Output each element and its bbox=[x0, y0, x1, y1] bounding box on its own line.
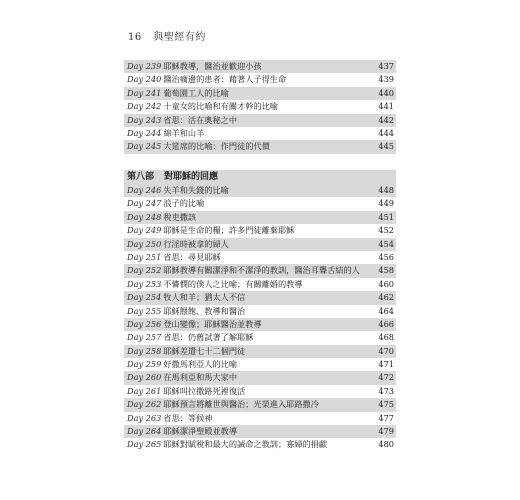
entry-page-number: 452 bbox=[378, 225, 394, 236]
entry-page-number: 437 bbox=[378, 61, 394, 71]
day-label: Day 251 bbox=[127, 251, 162, 262]
toc-entry bbox=[124, 73, 396, 86]
entry-title: 耶穌預言將離世與醫治；光榮進入耶路撒冷 bbox=[163, 399, 319, 410]
toc-entry bbox=[124, 425, 396, 438]
toc-entry bbox=[124, 140, 396, 153]
entry-title: 牧人和羊；猶太人不信 bbox=[163, 292, 246, 303]
entry-page-number: 479 bbox=[378, 426, 394, 437]
toc-entry bbox=[124, 127, 396, 140]
toc-entry bbox=[124, 331, 396, 344]
day-label: Day 264 bbox=[127, 426, 162, 437]
entry-title: 耶穌教導，醫治並歡迎小孩 bbox=[163, 61, 262, 71]
entry-title: 耶穌叫拉撒路死裡復活 bbox=[163, 385, 246, 396]
entry-title: 登山變像；耶穌醫治並教導 bbox=[163, 318, 262, 329]
page-number: 16 bbox=[128, 32, 142, 43]
toc-entry bbox=[124, 438, 396, 451]
toc-section-2 bbox=[124, 170, 396, 452]
part-title: 對耶穌的回應 bbox=[164, 172, 219, 182]
day-label: Day 246 bbox=[127, 185, 162, 195]
part-heading bbox=[124, 170, 396, 184]
day-label: Day 250 bbox=[127, 238, 162, 249]
entry-page-number: 440 bbox=[378, 87, 394, 98]
toc-entry bbox=[124, 238, 396, 251]
page-header bbox=[128, 28, 206, 43]
entry-title: 耶穌餵飽、教導和醫治 bbox=[163, 305, 246, 316]
entry-page-number: 473 bbox=[378, 385, 394, 396]
day-label: Day 249 bbox=[127, 225, 162, 236]
entry-page-number: 477 bbox=[378, 412, 394, 423]
toc-entry bbox=[124, 87, 396, 100]
entry-page-number: 441 bbox=[378, 101, 394, 112]
toc-entry bbox=[124, 291, 396, 304]
toc-entry bbox=[124, 412, 396, 425]
part-number: 第八部 bbox=[127, 172, 155, 182]
entry-page-number: 475 bbox=[378, 399, 394, 410]
entry-title: 省思：仍舊試著了解耶穌 bbox=[163, 332, 254, 343]
entry-page-number: 458 bbox=[378, 265, 394, 276]
day-label: Day 242 bbox=[127, 101, 162, 112]
entry-page-number: 448 bbox=[378, 185, 394, 195]
toc-entry bbox=[124, 184, 396, 197]
day-label: Day 258 bbox=[127, 345, 162, 356]
toc-entry bbox=[124, 345, 396, 358]
entry-page-number: 456 bbox=[378, 251, 394, 262]
toc-entry bbox=[124, 197, 396, 210]
toc-entry bbox=[124, 224, 396, 237]
entry-page-number: 466 bbox=[378, 318, 394, 329]
toc-entry bbox=[124, 318, 396, 331]
day-label: Day 245 bbox=[127, 141, 162, 152]
day-label: Day 243 bbox=[127, 114, 162, 125]
entry-page-number: 451 bbox=[378, 211, 394, 222]
entry-title: 省思：尋見耶穌 bbox=[163, 251, 221, 262]
entry-page-number: 444 bbox=[378, 127, 394, 138]
toc-entry bbox=[124, 114, 396, 127]
day-label: Day 265 bbox=[127, 439, 162, 450]
toc-entry bbox=[124, 251, 396, 264]
entry-title: 省思：等候神 bbox=[163, 412, 213, 423]
toc-entry bbox=[124, 60, 396, 73]
entry-title: 大筵席的比喻：作門徒的代價 bbox=[163, 141, 270, 152]
entry-title: 耶穌教導有關潔淨和不潔淨的教訓，醫治耳聾舌結的人 bbox=[163, 265, 360, 276]
entry-title: 耶穌是生命的糧；許多門徒離棄耶穌 bbox=[163, 225, 295, 236]
day-label: Day 248 bbox=[127, 211, 162, 222]
entry-title: 不憐憫的僕人之比喻；有關離婚的教導 bbox=[163, 278, 303, 289]
day-label: Day 244 bbox=[127, 127, 162, 138]
entry-title: 稅吏撒該 bbox=[163, 211, 197, 222]
toc-entry bbox=[124, 278, 396, 291]
entry-title: 失羊和失錢的比喻 bbox=[163, 185, 229, 195]
toc-entry bbox=[124, 305, 396, 318]
day-label: Day 262 bbox=[127, 399, 162, 410]
day-label: Day 256 bbox=[127, 318, 162, 329]
entry-page-number: 462 bbox=[378, 292, 394, 303]
entry-page-number: 471 bbox=[378, 359, 394, 370]
day-label: Day 254 bbox=[127, 292, 162, 303]
day-label: Day 252 bbox=[127, 265, 162, 276]
day-label: Day 247 bbox=[127, 198, 162, 209]
entry-title: 綿羊和山羊 bbox=[163, 127, 205, 138]
toc-entry bbox=[124, 385, 396, 398]
entry-page-number: 468 bbox=[378, 332, 394, 343]
day-label: Day 241 bbox=[127, 87, 162, 98]
entry-page-number: 470 bbox=[378, 345, 394, 356]
entry-title: 耶穌對賦稅和最大的誡命之教訓；寡婦的捐獻 bbox=[163, 439, 328, 450]
toc-entry bbox=[124, 100, 396, 113]
day-label: Day 257 bbox=[127, 332, 162, 343]
day-label: Day 261 bbox=[127, 385, 162, 396]
entry-title: 行淫時被拿的婦人 bbox=[163, 238, 229, 249]
entry-title: 十童女的比喻和有關才幹的比喻 bbox=[163, 101, 278, 112]
entry-page-number: 439 bbox=[378, 74, 394, 85]
toc-entry bbox=[124, 264, 396, 277]
entry-page-number: 472 bbox=[378, 372, 394, 383]
toc-list bbox=[124, 184, 396, 452]
day-label: Day 259 bbox=[127, 359, 162, 370]
entry-title: 葡萄園工人的比喻 bbox=[163, 87, 229, 98]
book-title: 與聖經有約 bbox=[153, 32, 206, 43]
entry-title: 耶穌差遣七十二個門徒 bbox=[163, 345, 246, 356]
entry-title: 省思：活在奧秘之中 bbox=[163, 114, 238, 125]
toc-entry bbox=[124, 358, 396, 371]
entry-title: 好撒馬利亞人的比喻 bbox=[163, 359, 238, 370]
entry-title: 在馬利亞和馬大家中 bbox=[163, 372, 238, 383]
entry-page-number: 460 bbox=[378, 278, 394, 289]
day-label: Day 253 bbox=[127, 278, 162, 289]
entry-page-number: 449 bbox=[378, 198, 394, 209]
day-label: Day 240 bbox=[127, 74, 162, 85]
entry-page-number: 445 bbox=[378, 141, 394, 152]
day-label: Day 263 bbox=[127, 412, 162, 423]
entry-page-number: 480 bbox=[378, 439, 394, 450]
toc-entry bbox=[124, 398, 396, 411]
entry-title: 浪子的比喻 bbox=[163, 198, 205, 209]
day-label: Day 255 bbox=[127, 305, 162, 316]
entry-page-number: 442 bbox=[378, 114, 394, 125]
entry-page-number: 464 bbox=[378, 305, 394, 316]
day-label: Day 260 bbox=[127, 372, 162, 383]
entry-title: 醫治瘸邊的患者：藉著人子得生命 bbox=[163, 74, 287, 85]
toc-entry bbox=[124, 211, 396, 224]
entry-page-number: 454 bbox=[378, 238, 394, 249]
day-label: Day 239 bbox=[127, 61, 162, 71]
entry-title: 耶穌潔淨聖殿並教導 bbox=[163, 426, 238, 437]
toc-section-1 bbox=[124, 60, 396, 154]
toc-entry bbox=[124, 371, 396, 384]
